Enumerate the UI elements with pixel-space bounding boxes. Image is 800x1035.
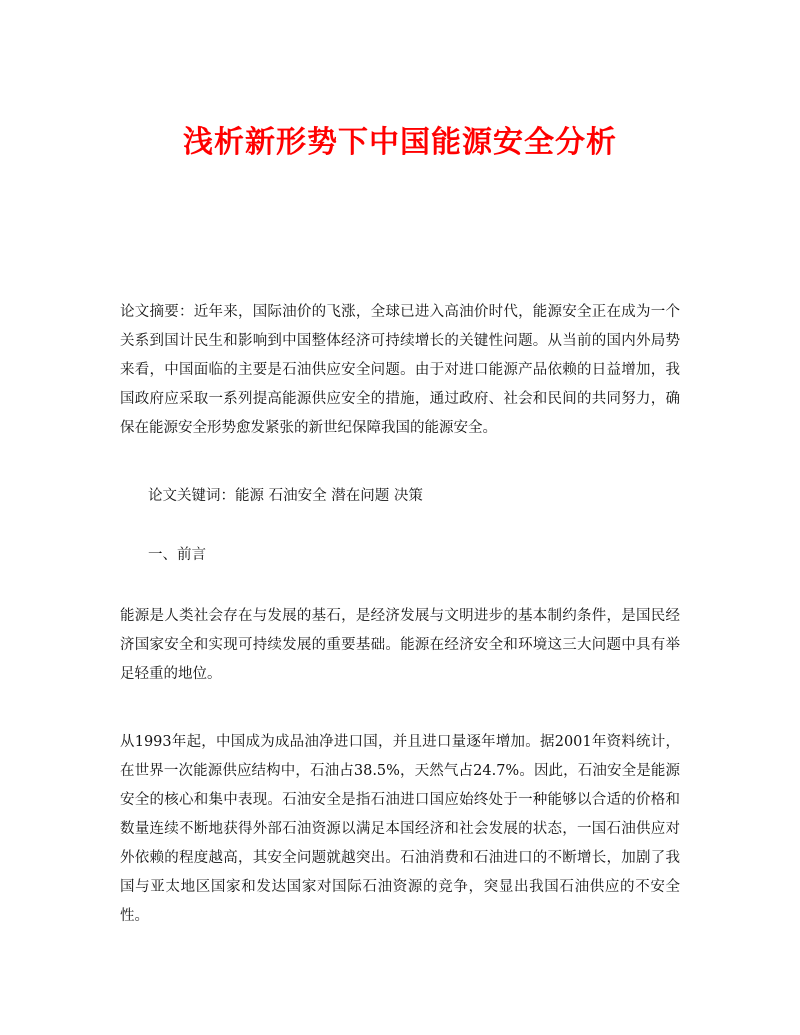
keywords-line: 论文关键词：能源 石油安全 潜在问题 决策 bbox=[148, 488, 423, 504]
document-title: 浅析新形势下中国能源安全分析 bbox=[183, 125, 617, 161]
section-heading: 一、前言 bbox=[148, 547, 206, 563]
abstract-paragraph: 论文摘要：近年来，国际油价的飞涨，全球已进入高油价时代，能源安全正在成为一个关系到国计民生和影响到中国整体经济可持续增长的关键性问题。从当前的国内外局势来看，中国面临的主要是石油供应安全问题。由于对进口能源产品依赖的日益增加，我国政府应采取一系列提高能源供应安全的措施，通过政府、社会和民间的共同努力，确保在能源安全形势愈发紧张的新世纪保障我国的能源安全。 bbox=[120, 304, 680, 436]
body-paragraph: 能源是人类社会存在与发展的基石，是经济发展与文明进步的基本制约条件，是国民经济国家安全和实现可持续发展的重要基础。能源在经济安全和环境这三大问题中具有举足轻重的地位。 bbox=[120, 608, 680, 682]
body-paragraph: 从1993年起，中国成为成品油净进口国，并且进口量逐年增加。据2001年资料统计，在世界一次能源供应结构中，石油占38.5%，天然气占24.7%。因此，石油安全是能源安全的核心和集中表现。石油安全是指石油进口国应始终处于一种能够以合适的价格和数量连续不断地获得外部石油资源以满足本国经济和社会发展的状态，一国石油供应对外依赖的程度越高，其安全问题就越突出。石油消费和石油进口的不断增长，加剧了我国与亚太地区国家和发达国家对国际石油资源的竞争，突显出我国石油供应的不安全性。 bbox=[120, 734, 680, 924]
